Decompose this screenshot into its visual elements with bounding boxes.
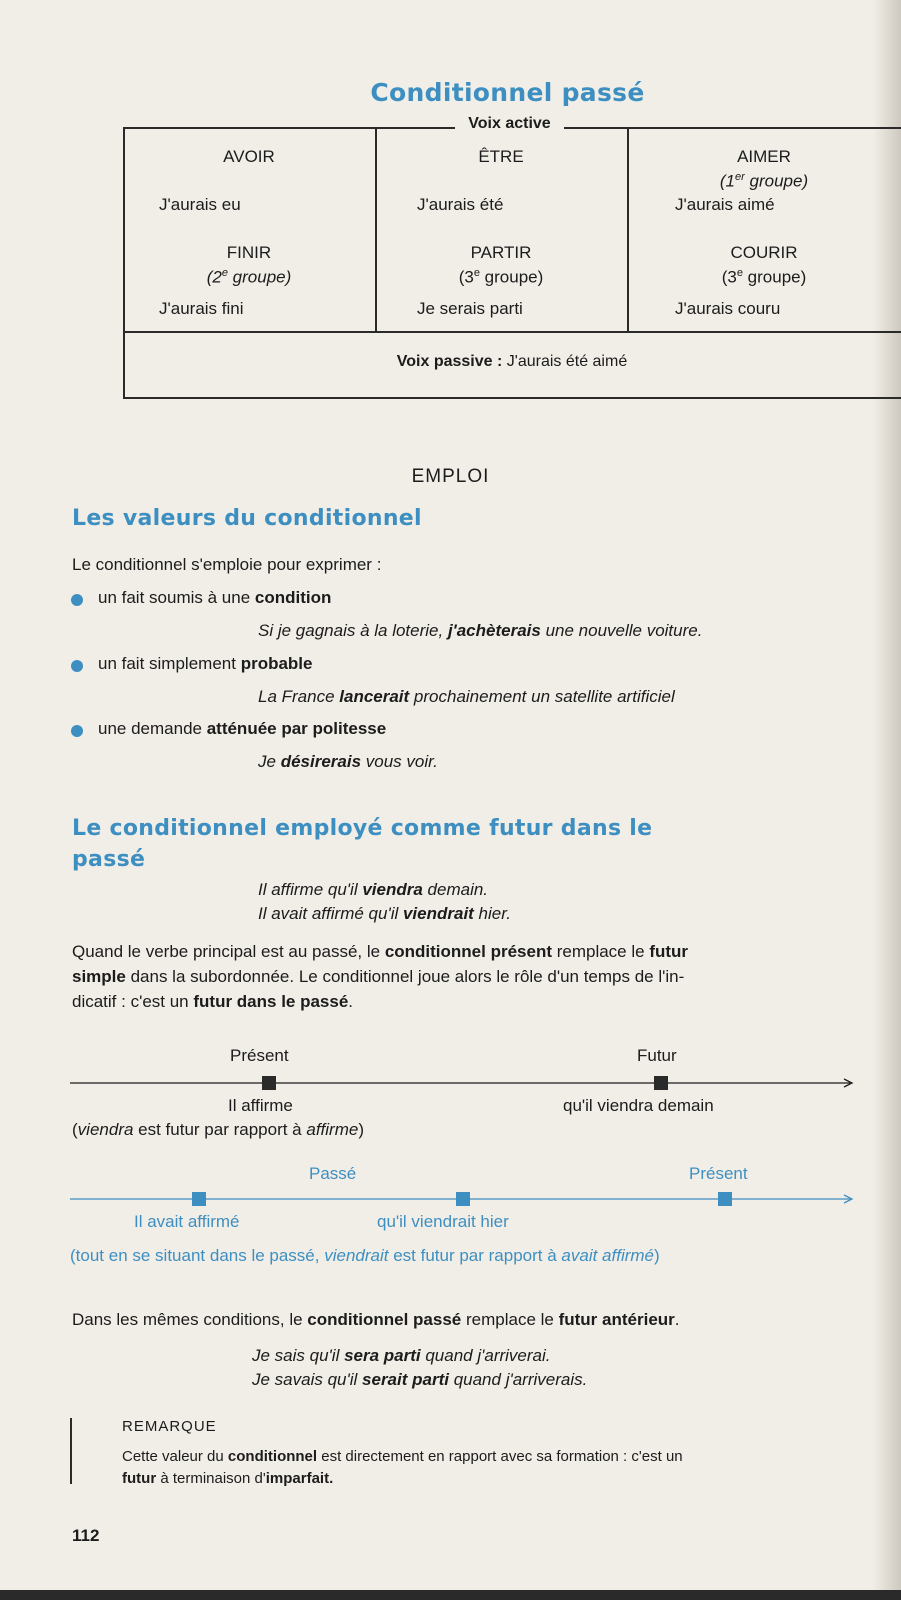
timeline2-marker-present: [718, 1192, 732, 1206]
paragraph-line: dicatif : c'est un futur dans le passé.: [72, 992, 354, 1011]
conjugation-table: [123, 115, 901, 404]
page-number: 112: [72, 1526, 100, 1545]
timeline2-marker-past: [192, 1192, 206, 1206]
timeline1-label-present: Présent: [230, 1046, 289, 1065]
bullet-icon: [71, 660, 83, 672]
form-etre: J'aurais été: [417, 195, 504, 214]
group-aimer: (1er groupe): [719, 171, 809, 191]
form-finir: J'aurais fini: [159, 299, 244, 318]
timeline1-marker-present: [262, 1076, 276, 1090]
form-avoir: J'aurais eu: [159, 195, 241, 214]
example-sentence: Il affirme qu'il viendra demain.: [258, 880, 489, 899]
voix-passive-label: Voix passive :: [396, 353, 503, 370]
timeline1-axis: [70, 1072, 860, 1094]
bullet-icon: [71, 725, 83, 737]
voix-active-label: Voix active: [468, 115, 551, 132]
example-sentence: Si je gagnais à la loterie, j'achèterais une nouvelle voiture.: [258, 621, 703, 640]
section-heading-valeurs: Les valeurs du conditionnel: [72, 506, 422, 531]
table-mid-border: [123, 331, 901, 333]
example-sentence: La France lancerait prochainement un satellite artificiel: [258, 687, 675, 706]
section1-intro: Le conditionnel s'emploie pour exprimer :: [72, 555, 382, 574]
page-title: Conditionnel passé: [370, 78, 645, 107]
group-finir: (2e groupe): [206, 267, 292, 287]
form-courir: J'aurais couru: [675, 299, 781, 318]
list-item: un fait simplement probable: [98, 654, 313, 673]
remarque-line: futur à terminaison d'imparfait.: [122, 1470, 334, 1487]
timeline2-marker-mid: [456, 1192, 470, 1206]
paragraph-line: simple dans la subordonnée. Le conditionnel joue alors le rôle d'un temps de l'in-: [72, 967, 685, 986]
group-courir: (3e groupe): [721, 267, 807, 287]
timeline1-label-futur: Futur: [637, 1046, 677, 1065]
verb-finir: FINIR: [226, 243, 272, 262]
remarque-line: Cette valeur du conditionnel est directement en rapport avec sa formation : c'est un: [122, 1448, 683, 1465]
group-partir: (3e groupe): [458, 267, 544, 287]
form-partir: Je serais parti: [417, 299, 523, 318]
timeline1-note: (viendra est futur par rapport à affirme): [72, 1120, 364, 1139]
remarque-rule: [70, 1418, 72, 1484]
voix-passive-value: J'aurais été aimé: [506, 353, 628, 370]
emploi-heading: EMPLOI: [411, 466, 490, 487]
section-heading-futur-passe: Le conditionnel employé comme futur dans le passé: [72, 816, 653, 872]
verb-courir: COURIR: [730, 243, 798, 262]
timeline2-below-mid: qu'il viendrait hier: [377, 1212, 509, 1231]
example-sentence: Il avait affirmé qu'il viendrait hier.: [258, 904, 511, 923]
remarque-title: REMARQUE: [122, 1418, 217, 1435]
verb-partir: PARTIR: [470, 243, 532, 262]
table-bottom-border: [123, 397, 901, 399]
example-sentence: Je désirerais vous voir.: [258, 752, 438, 771]
timeline2-note: (tout en se situant dans le passé, viendrait est futur par rapport à avait affirmé): [70, 1246, 660, 1265]
timeline2-axis: [70, 1188, 860, 1210]
form-aimer: J'aurais aimé: [675, 195, 775, 214]
page-bottom-edge: [0, 1590, 901, 1600]
table-top-border-right: [564, 127, 901, 129]
example-sentence: Je sais qu'il sera parti quand j'arriverai.: [252, 1346, 551, 1365]
bullet-icon: [71, 594, 83, 606]
verb-avoir: AVOIR: [223, 147, 275, 166]
timeline1-below-left: Il affirme: [228, 1096, 293, 1115]
paragraph-line: Quand le verbe principal est au passé, le conditionnel présent remplace le futur: [72, 942, 689, 961]
verb-aimer: AIMER: [737, 147, 791, 166]
verb-etre: ÊTRE: [478, 147, 524, 166]
example-sentence: Je savais qu'il serait parti quand j'arriverais.: [252, 1370, 588, 1389]
voix-passive: [123, 353, 901, 371]
timeline1-below-right: qu'il viendra demain: [563, 1096, 714, 1115]
table-top-border-left: [123, 127, 455, 129]
paragraph-line: Dans les mêmes conditions, le conditionnel passé remplace le futur antérieur.: [72, 1310, 680, 1329]
list-item: une demande atténuée par politesse: [98, 719, 387, 738]
timeline1-marker-futur: [654, 1076, 668, 1090]
timeline2-label-present: Présent: [689, 1164, 748, 1183]
timeline2-below-left: Il avait affirmé: [134, 1212, 240, 1231]
list-item: un fait soumis à une condition: [98, 588, 332, 607]
timeline2-label-passe: Passé: [309, 1164, 357, 1183]
